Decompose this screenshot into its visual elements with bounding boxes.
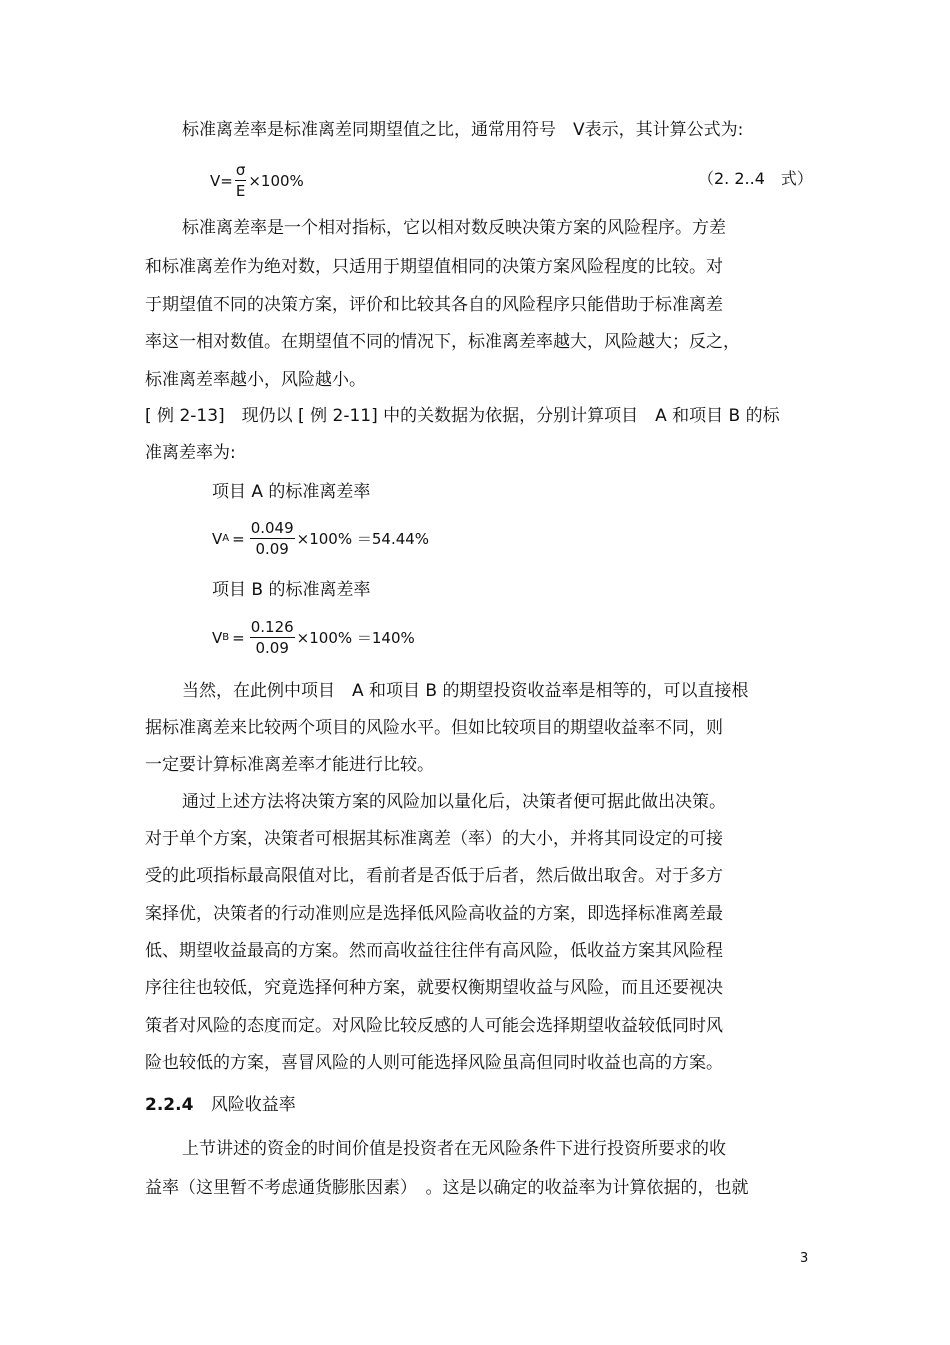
formula-lhs: V= (210, 171, 233, 190)
formula-fraction (235, 160, 247, 201)
formula-fraction (250, 617, 295, 658)
formula-tag: （2. 2..4 式） (698, 169, 813, 188)
paragraph-line: 对于单个方案，决策者可根据其标准离差（率）的大小，并将其同设定的可接 (145, 829, 723, 849)
formula-project-b (212, 617, 415, 658)
paragraph-line: 受的此项指标最高限值对比，看前者是否低于后者，然后做出取舍。对于多方 (145, 866, 723, 886)
formula-numerator: 0.049 (250, 519, 294, 537)
formula-denominator: 0.09 (255, 639, 289, 657)
paragraph-line: 低、期望收益最高的方案。然而高收益往往伴有高风险，低收益方案其风险程 (145, 941, 723, 961)
paragraph-line: 标准离差率越小，风险越小。 (145, 370, 366, 390)
paragraph-line: 据标准离差来比较两个项目的风险水平。但如比较项目的期望收益率不同，则 (145, 718, 723, 738)
section-heading (145, 1093, 296, 1117)
formula-equals: = (232, 529, 245, 548)
paragraph-line: 益率（这里暂不考虑通货膨胀因素） 。这是以确定的收益率为计算依据的，也就 (145, 1178, 749, 1198)
formula-denominator: E (235, 182, 246, 200)
page-number: 3 (800, 1251, 809, 1266)
formula-equals: = (232, 628, 245, 647)
paragraph-line: 一定要计算标准离差率才能进行比较。 (145, 755, 434, 775)
formula-denominator: 0.09 (255, 540, 289, 558)
project-a-label: 项目 A 的标准离差率 (212, 482, 371, 502)
paragraph-line: 策者对风险的态度而定。对风险比较反感的人可能会选择期望收益较低同时风 (145, 1016, 723, 1036)
paragraph-line: 于期望值不同的决策方案，评价和比较其各自的风险程序只能借助于标准离差 (145, 295, 723, 315)
formula-variable: V (212, 529, 223, 548)
paragraph-line: 当然，在此例中项目 A 和项目 B 的期望投资收益率是相等的，可以直接根 (182, 681, 749, 701)
formula-subscript: A (222, 533, 230, 544)
paragraph-line: 序往往也较低，究竟选择何种方案，就要权衡期望收益与风险，而且还要视决 (145, 978, 723, 998)
paragraph-line: 险也较低的方案，喜冒风险的人则可能选择风险虽高但同时收益也高的方案。 (145, 1053, 723, 1073)
formula-rhs: ×100% ＝140% (296, 629, 415, 647)
paragraph-line: 率这一相对数值。在期望值不同的情况下，标准离差率越大，风险越大；反之， (145, 332, 740, 352)
paragraph-line: 标准离差率是一个相对指标，它以相对数反映决策方案的风险程序。方差 (182, 218, 726, 238)
section-number: 2.2.4 (145, 1095, 194, 1115)
paragraph-line: 上节讲述的资金的时间价值是投资者在无风险条件下进行投资所要求的收 (182, 1139, 726, 1159)
paragraph-line: 通过上述方法将决策方案的风险加以量化后，决策者便可据此做出决策。 (182, 792, 726, 812)
section-title: 风险收益率 (210, 1095, 296, 1115)
project-b-label: 项目 B 的标准离差率 (212, 580, 371, 600)
formula-numerator: σ (235, 161, 246, 179)
formula-variable: V (212, 628, 223, 647)
paragraph-line: 和标准离差作为绝对数，只适用于期望值相同的决策方案风险程度的比较。对 (145, 257, 723, 277)
example-line: 准离差率为: (145, 443, 236, 463)
formula-fraction (250, 518, 295, 559)
formula-rhs: ×100% (248, 171, 304, 190)
example-line: [ 例 2-13] 现仍以 [ 例 2-11] 中的关数据为依据，分别计算项目 A 和项目 B 的标 (145, 406, 780, 426)
formula-numerator: 0.126 (250, 618, 294, 636)
paragraph-line: 标准离差率是标准离差同期望值之比，通常用符号 V表示，其计算公式为: (182, 120, 744, 140)
formula-subscript: B (222, 632, 230, 643)
formula-rhs: ×100% ＝54.44% (296, 530, 430, 548)
paragraph-line: 案择优，决策者的行动准则应是选择低风险高收益的方案，即选择标准离差最 (145, 904, 723, 924)
formula-project-a (212, 518, 429, 559)
formula-standard-deviation-rate (210, 160, 304, 201)
